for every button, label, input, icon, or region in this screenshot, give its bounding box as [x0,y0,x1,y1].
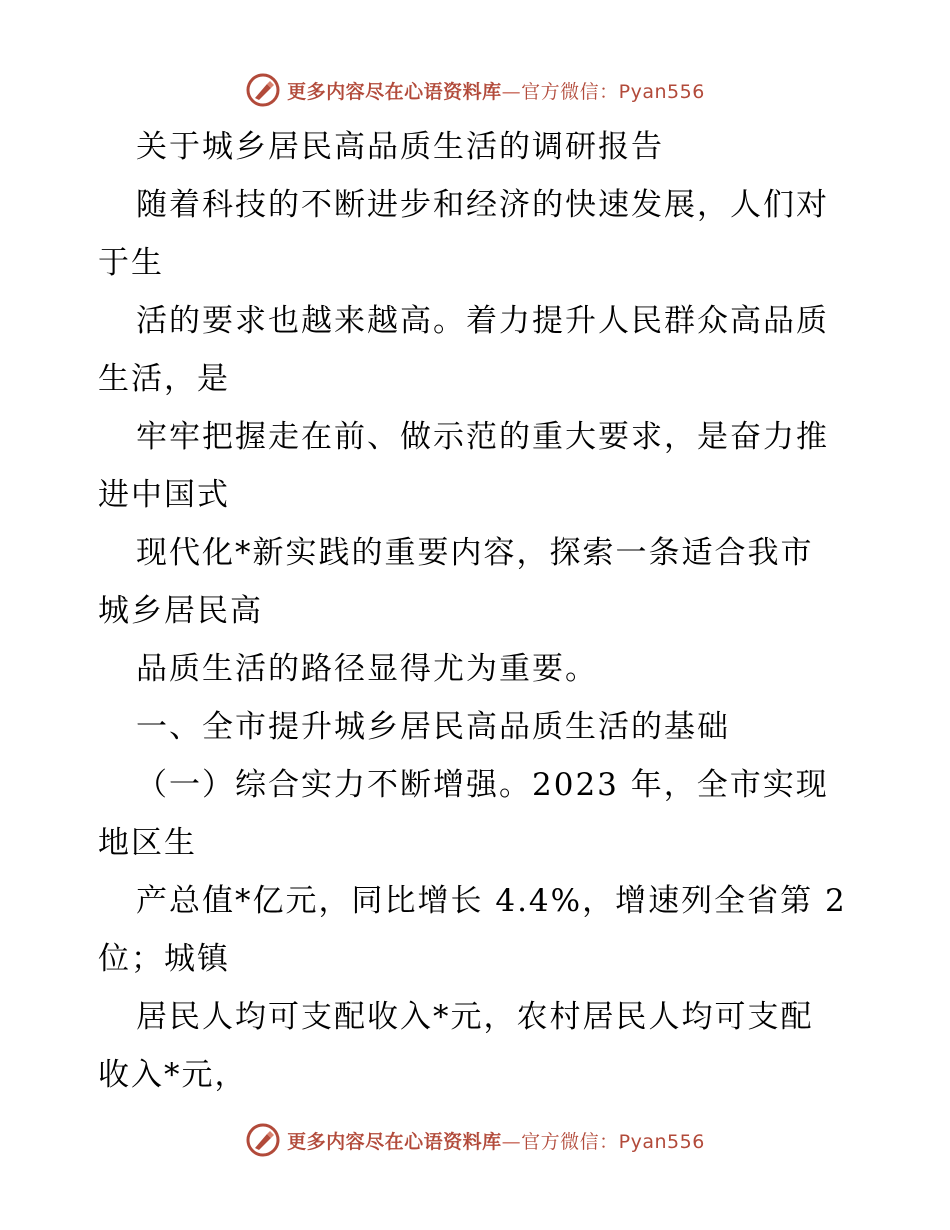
watermark-label: 更多内容尽在心语资料库 [287,80,502,103]
pen-nib-icon [245,72,281,108]
paragraph-line: 产总值*亿元，同比增长 4.4%，增速列全省第 2 [136,883,847,919]
paragraph-line: 于生 [98,245,164,281]
section-heading: 一、全市提升城乡居民高品质生活的基础 [136,709,730,745]
document-title: 关于城乡居民高品质生活的调研报告 [136,129,664,165]
watermark-label: 更多内容尽在心语资料库 [287,1130,502,1153]
paragraph-line: 城乡居民高 [98,593,263,629]
footer-watermark [0,1120,950,1160]
document-body [98,118,868,1104]
paragraph-line: 生活，是 [98,361,230,397]
watermark-text [287,1127,705,1154]
paragraph-line: 现代化*新实践的重要内容，探索一条适合我市 [136,535,814,571]
watermark-separator: — [501,1130,522,1153]
watermark-wechat: 官方微信：Pyan556 [521,1130,705,1153]
paragraph-line: 活的要求也越来越高。着力提升人民群众高品质 [136,303,829,339]
paragraph-line: 进中国式 [98,477,230,513]
paragraph-line: 牢牢把握走在前、做示范的重大要求，是奋力推 [136,419,829,455]
paragraph-line: 品质生活的路径显得尤为重要。 [136,651,598,687]
watermark-wechat: 官方微信：Pyan556 [521,80,705,103]
watermark-text [287,77,705,104]
paragraph-line: 收入*元， [98,1057,248,1093]
paragraph-line: （一）综合实力不断增强。2023 年，全市实现 [136,767,829,803]
watermark-separator: — [501,80,522,103]
paragraph-line: 居民人均可支配收入*元，农村居民人均可支配 [136,999,814,1035]
paragraph-line: 随着科技的不断进步和经济的快速发展，人们对 [136,187,829,223]
paragraph-line: 位；城镇 [98,941,230,977]
header-watermark [0,70,950,110]
paragraph-line: 地区生 [98,825,197,861]
pen-nib-icon [245,1122,281,1158]
